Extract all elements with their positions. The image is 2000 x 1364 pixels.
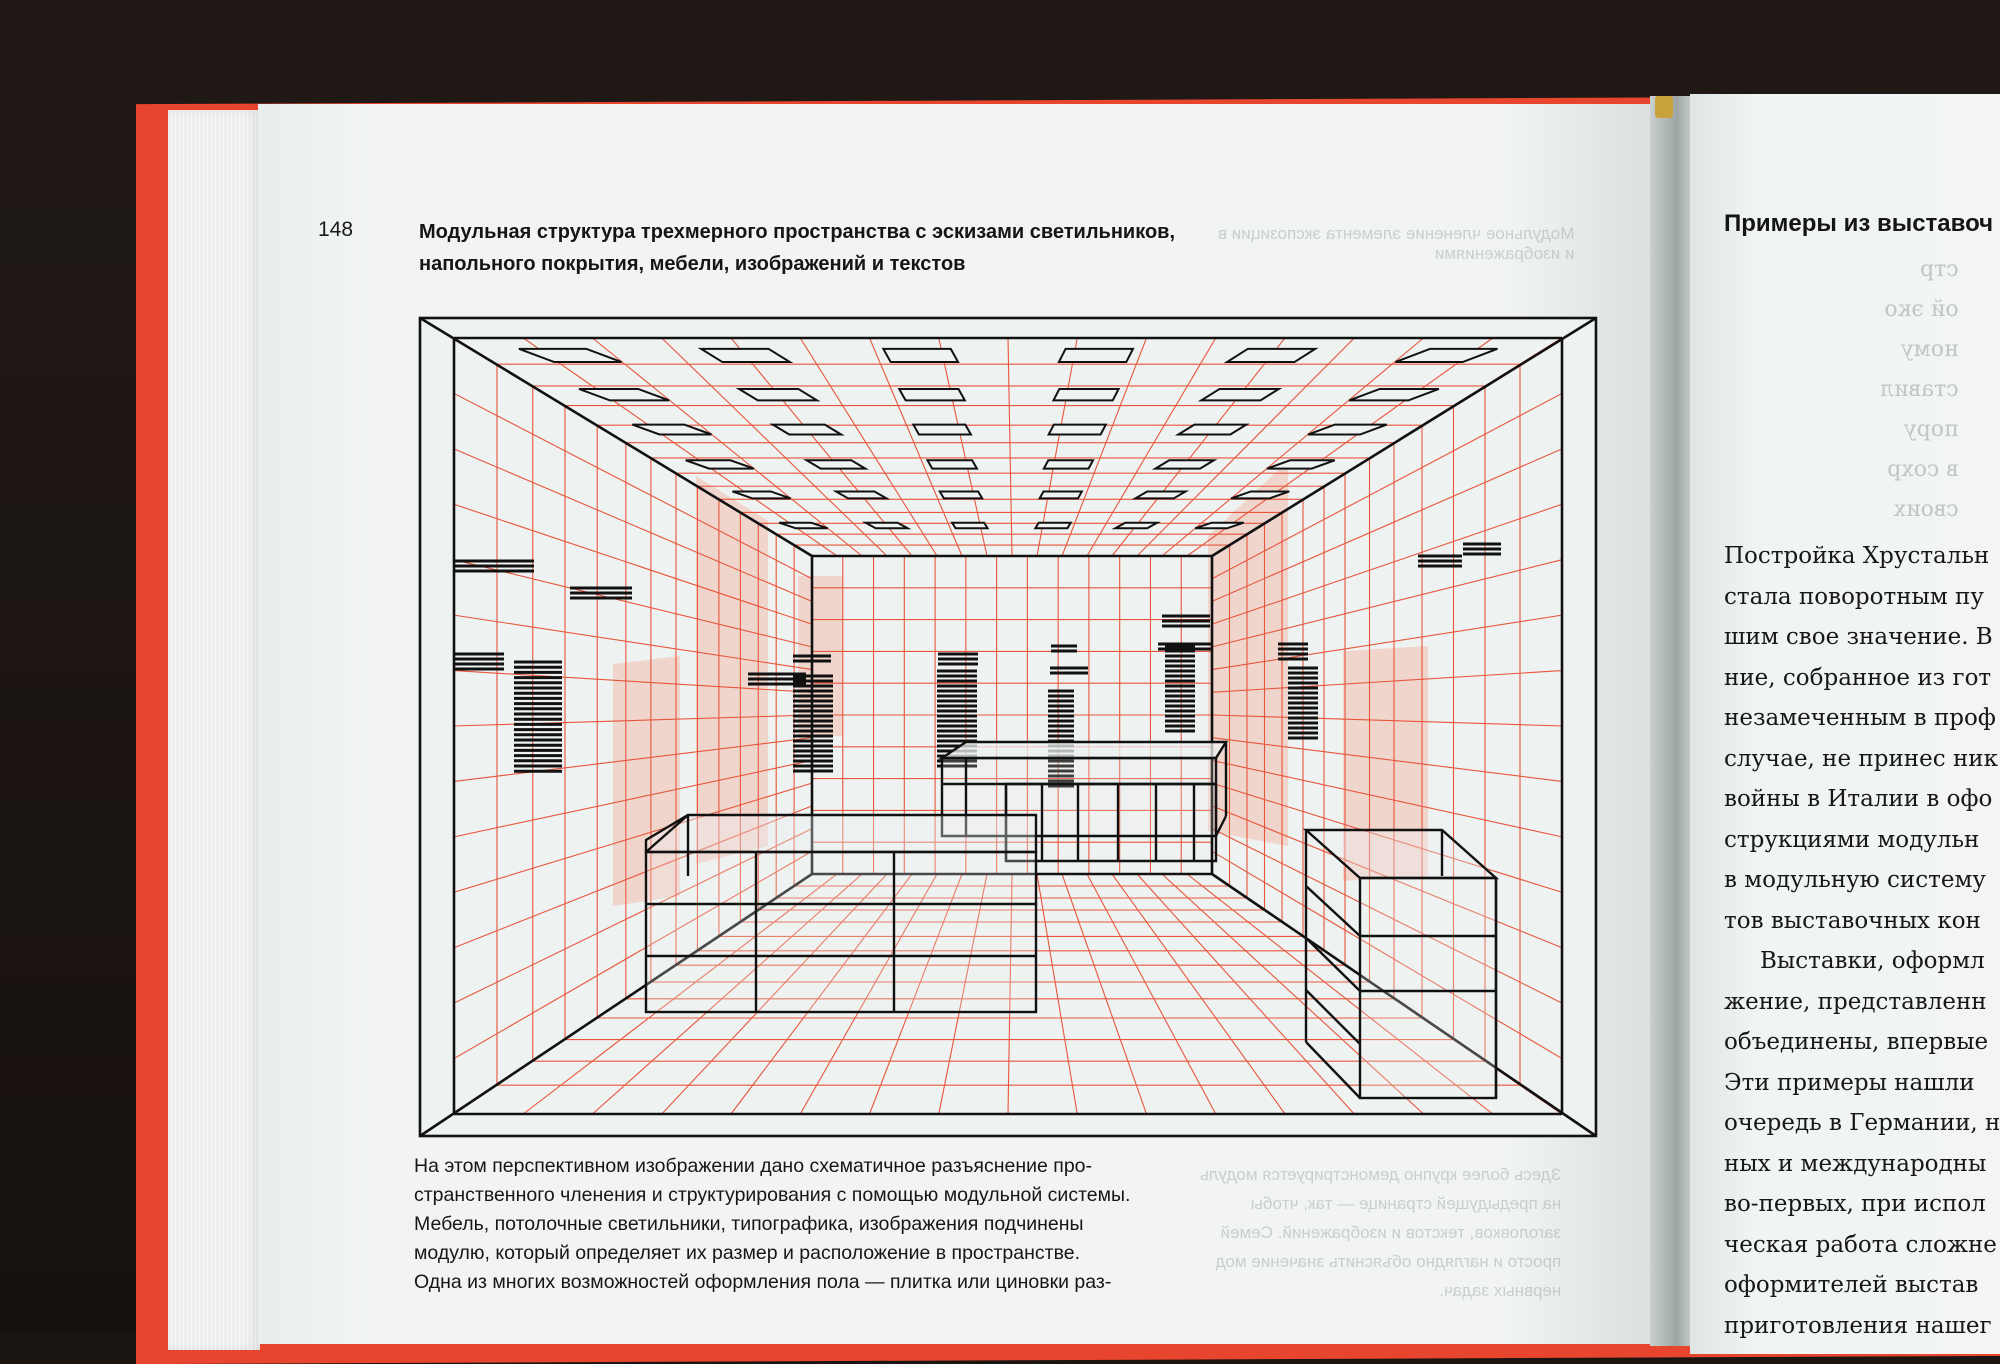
ceiling-light — [1053, 389, 1118, 400]
right-page-line: Выставки, оформл — [1760, 948, 1985, 974]
show-through-right-page: стр ой эко ному ставил пору в сохр своих — [1880, 257, 1959, 522]
right-page-heading: Примеры из выставоч — [1724, 210, 1994, 237]
description-line: модулю, который определяет их размер и расположение в пространстве. — [414, 1242, 1080, 1264]
right-page-line: в модульную систему — [1724, 867, 1986, 893]
right-page-line: объединены, впервые — [1724, 1029, 1989, 1055]
right-page-line: оформителей выстав — [1724, 1272, 1979, 1298]
perspective-room-illustration — [418, 316, 1598, 1138]
right-page-line: Постройка Хрустальн — [1724, 543, 1990, 569]
right-page-line: незамеченным в проф — [1724, 705, 1996, 731]
page-number: 148 — [318, 218, 354, 241]
description-line: странственного членения и структурирования с помощью модульной системы. — [414, 1184, 1131, 1206]
right-page-line: жение, представленн — [1724, 988, 1987, 1015]
ceiling-light — [952, 523, 987, 529]
figure-description — [414, 1152, 1274, 1297]
description-line: На этом перспективном изображении дано схематичное разъяснение про- — [414, 1155, 1093, 1177]
ceiling-light — [1044, 460, 1093, 468]
right-page-line: ных и международны — [1724, 1150, 1987, 1177]
description-line: Мебель, потолочные светильники, типографика, изображения подчинены — [414, 1213, 1084, 1235]
ceiling-light — [1035, 523, 1070, 529]
right-page-line: тов выставочных кон — [1724, 907, 1981, 934]
right-page-line: стала поворотным пу — [1724, 583, 1984, 610]
ceiling-light — [927, 460, 976, 468]
right-page-line: очередь в Германии, н — [1724, 1110, 2000, 1136]
right-page-line: шим свое значение. В — [1724, 624, 1993, 650]
right-page-line: войны в Италии в офо — [1724, 786, 1993, 812]
right-page-line: Эти примеры нашли — [1724, 1069, 1975, 1096]
show-through-caption-bottom: Здесь более крупно демонстрируется модуль на предыдущей странице — так, чтобы заголовков, текстов и изображений. Семей просто и наглядно объяснить значение мод нервных задач. — [1200, 1165, 1562, 1300]
right-page-line: ние, собранное из гот — [1724, 664, 1992, 691]
ceiling-light — [899, 389, 965, 400]
ceiling-light — [913, 425, 971, 435]
right-page-line: ческая работа сложне — [1724, 1231, 1997, 1258]
description-line: Одна из многих возможностей оформления пола — плитка или циновки раз- — [414, 1271, 1112, 1293]
figure-caption-line: Модульная структура трехмерного пространства с эскизами светильников, — [419, 221, 1176, 243]
bookmark-ribbon — [1655, 96, 1673, 118]
right-page-body-text — [1724, 536, 2000, 1346]
right-page-line: струкциями модульн — [1724, 826, 1980, 853]
ceiling-light — [883, 349, 958, 362]
ceiling-light — [1040, 491, 1082, 498]
figure-caption — [419, 216, 1279, 280]
ceiling-light — [1049, 425, 1106, 435]
show-through-caption-top: Модульное членение элемента экспозиции в и изображениями — [1218, 224, 1575, 263]
figure-caption-line: напольного покрытия, мебели, изображений и текстов — [419, 253, 966, 275]
right-page-line: приготовления нашег — [1724, 1312, 1992, 1339]
right-page-line: случае, не принес ник — [1724, 745, 1998, 772]
right-page-line: во-первых, при испол — [1724, 1191, 1986, 1217]
ceiling-light — [1059, 349, 1133, 362]
page-stack-edge — [168, 110, 260, 1350]
ceiling-light — [940, 491, 982, 498]
